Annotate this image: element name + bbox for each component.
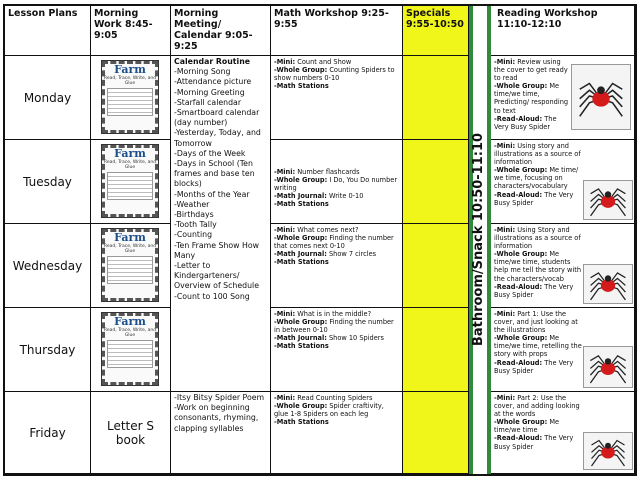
specials-wednesday xyxy=(403,224,469,308)
math-friday xyxy=(271,392,403,474)
plan-line: -Whole Group: I Do, You Do number writing xyxy=(274,176,398,193)
plan-line: -Weather xyxy=(174,199,210,209)
plan-line: -Whole Group: Finding the number in between 0-10 xyxy=(274,318,394,335)
plan-line: -Whole Group: Me time/we time, retelling the story with props xyxy=(494,334,582,359)
plan-line: -Whole Group: Me time/we time, Predicting/ responding to text xyxy=(494,82,569,115)
plan-line: -Math Stations xyxy=(274,418,329,427)
spider-book-image xyxy=(583,432,633,470)
plan-line: -Read-Aloud: The Very Busy Spider xyxy=(494,190,574,207)
plan-line: -Letter to Kindergarteners/ Overview of Schedule xyxy=(174,261,260,291)
farm-book-cover: Farm Read, Trace, Write, and Glue xyxy=(101,144,159,218)
lesson-plan-table xyxy=(3,4,637,476)
math-thursday xyxy=(271,308,403,392)
plan-line: -Whole Group: Counting Spiders to show numbers 0-10 xyxy=(274,66,395,83)
plan-line: -Mini: What comes next? xyxy=(274,226,359,234)
day-wednesday: Wednesday xyxy=(5,224,91,308)
plan-line: -Itsy Bitsy Spider Poem xyxy=(174,393,265,402)
plan-line: -Whole Group: Me time/we time, students help me tell the story with the characters/vocab xyxy=(494,250,581,283)
morning-work-friday: Letter S book xyxy=(91,392,171,474)
plan-line: -Whole Group: Finding the number that comes next 0-10 xyxy=(274,234,394,251)
plan-line: -Work on beginning consonants, rhyming, clapping syllables xyxy=(174,403,259,433)
plan-line: -Math Stations xyxy=(274,342,329,351)
plan-line: -Whole Group: Me time/ we time, focusing on characters/vocabulary xyxy=(494,166,579,191)
plan-line: -Yesterday, Today, and Tomorrow xyxy=(174,128,261,148)
morning-work-wednesday xyxy=(91,224,171,308)
morning-work-tuesday xyxy=(91,140,171,224)
plan-line: -Mini: Using Story and illustrations as a source of information xyxy=(494,226,581,251)
plan-line: -Ten Frame Show How Many xyxy=(174,240,260,260)
header-morning-work: Morning Work 8:45-9:05 xyxy=(91,6,171,56)
header-math-workshop: Math Workshop 9:25-9:55 xyxy=(271,6,403,56)
specials-monday xyxy=(403,56,469,140)
specials-friday xyxy=(403,392,469,474)
math-tuesday xyxy=(271,140,403,224)
farm-book-cover: Farm Read, Trace, Write, and Glue xyxy=(101,312,159,386)
plan-line: -Math Stations xyxy=(274,82,329,91)
plan-line: -Months of the Year xyxy=(174,189,250,199)
header-specials: Specials 9:55-10:50 xyxy=(403,6,469,56)
plan-line: -Whole Group: Spider craftivity, glue 1-8 Spiders on each leg xyxy=(274,402,384,419)
plan-line: -Mini: Number flashcards xyxy=(274,168,360,176)
plan-line: -Mini: Using story and illustrations as a source of information xyxy=(494,142,581,167)
plan-line: -Whole Group: Me time/we time xyxy=(494,418,560,435)
plan-line: -Mini: Review using the cover to get ready to read xyxy=(494,58,568,83)
plan-line: -Birthdays xyxy=(174,210,214,220)
plan-line: -Math Stations xyxy=(274,200,329,209)
math-monday xyxy=(271,56,403,140)
morning-work-monday xyxy=(91,56,171,140)
plan-line: -Days of the Week xyxy=(174,148,246,158)
plan-line: -Mini: Count and Show xyxy=(274,58,352,66)
plan-line: -Math Stations xyxy=(274,258,329,267)
plan-line: -Smartboard calendar (day number) xyxy=(174,108,260,128)
day-tuesday: Tuesday xyxy=(5,140,91,224)
header-lesson-plans: Lesson Plans xyxy=(5,6,91,56)
plan-line: -Read-Aloud: The Very Busy Spider xyxy=(494,434,574,451)
header-morning-meeting: Morning Meeting/ Calendar 9:05-9:25 xyxy=(171,6,271,56)
plan-line: -Math Journal: Show 7 circles xyxy=(274,250,377,259)
farm-book-cover: Farm Read, Trace, Write, and Glue xyxy=(101,228,159,302)
specials-tuesday xyxy=(403,140,469,224)
plan-line: -Mini: Part 1: Use the cover, and just looking at the illustrations xyxy=(494,310,578,335)
bathroom-snack-label: Bathroom/Snack 10:50-11:10 xyxy=(471,132,487,346)
plan-line: -Math Journal: Show 10 Spiders xyxy=(274,334,384,343)
plan-line: -Count to 100 Song xyxy=(174,291,250,301)
morning-meeting-routine xyxy=(171,56,271,392)
plan-line: -Starfall calendar xyxy=(174,97,242,107)
plan-line: -Counting xyxy=(174,230,213,240)
day-friday: Friday xyxy=(5,392,91,474)
math-wednesday xyxy=(271,224,403,308)
plan-line: Calendar Routine xyxy=(174,57,251,66)
plan-line: -Mini: What is in the middle? xyxy=(274,310,372,318)
plan-line: -Mini: Read Counting Spiders xyxy=(274,394,373,402)
spider-book-image xyxy=(583,180,633,220)
day-thursday: Thursday xyxy=(5,308,91,392)
plan-line: -Read-Aloud: The Very Busy Spider xyxy=(494,358,574,375)
plan-line: -Tooth Tally xyxy=(174,220,217,230)
plan-line: -Morning Greeting xyxy=(174,87,245,97)
plan-line: -Days in School (Ten frames and base ten blocks) xyxy=(174,159,255,189)
header-reading-workshop: Reading Workshop 11:10-12:10 xyxy=(491,6,635,56)
spider-book-image xyxy=(583,264,633,304)
spider-book-image xyxy=(571,64,631,130)
farm-book-cover: Farm Read, Trace, Write, and Glue xyxy=(101,60,159,134)
plan-line: -Attendance picture xyxy=(174,77,252,87)
day-monday: Monday xyxy=(5,56,91,140)
plan-line: -Read-Aloud: The Very Busy Spider xyxy=(494,282,574,299)
morning-meeting-friday xyxy=(171,392,271,474)
plan-line: -Mini: Part 2: Use the cover, and adding looking at the words xyxy=(494,394,580,419)
spider-book-image xyxy=(583,346,633,388)
morning-work-thursday xyxy=(91,308,171,392)
plan-line: -Read-Aloud: The Very Busy Spider xyxy=(494,114,557,131)
plan-line: -Math Journal: Write 0-10 xyxy=(274,192,364,201)
plan-line: -Morning Song xyxy=(174,67,231,77)
specials-thursday xyxy=(403,308,469,392)
